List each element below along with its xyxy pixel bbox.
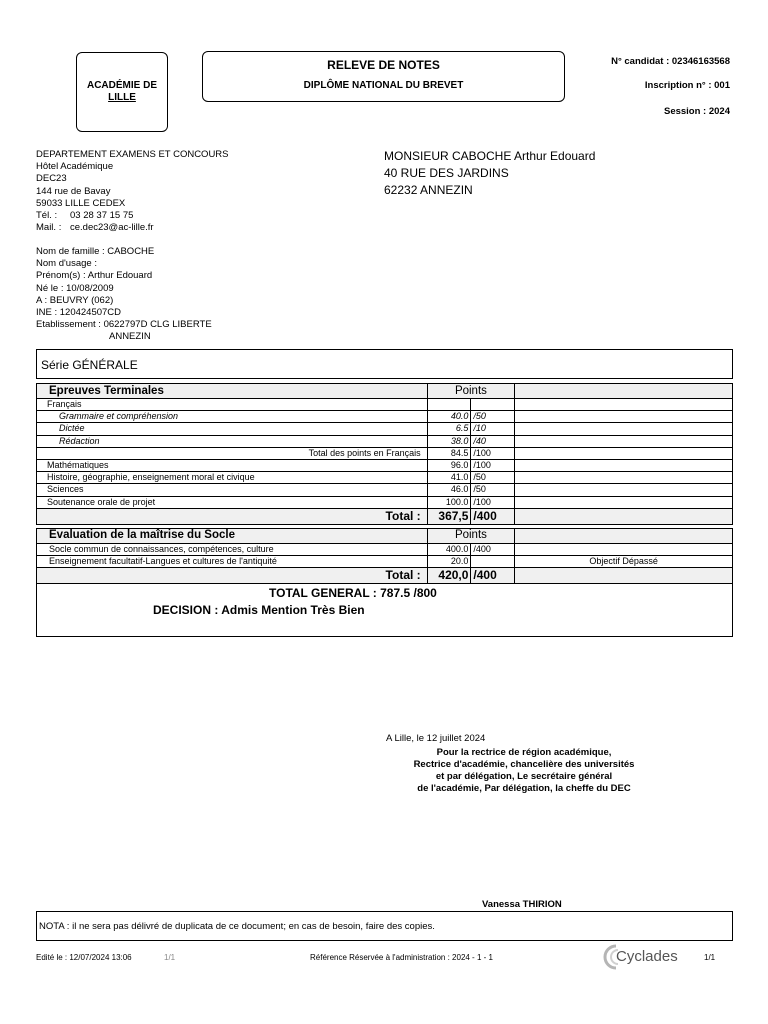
francais-total-points: 84.5 <box>427 447 471 459</box>
sender-tel <box>36 210 229 222</box>
row-max: /100 <box>471 459 515 471</box>
empty-cell <box>515 423 733 435</box>
sender-line: DEPARTEMENT EXAMENS ET CONCOURS <box>36 149 229 160</box>
row-max: /40 <box>471 435 515 447</box>
table-row <box>37 435 733 447</box>
document-subtitle: DIPLÔME NATIONAL DU BREVET <box>303 80 464 91</box>
row-label: Rédaction <box>37 435 428 447</box>
title-box <box>202 51 565 102</box>
signature-line: Rectrice d'académie, chancelière des universités <box>413 759 635 770</box>
francais-label: Français <box>37 399 428 411</box>
table-row <box>37 472 733 484</box>
empty-cell <box>427 399 471 411</box>
tel-value: 03 28 37 15 75 <box>70 210 134 222</box>
total-max: /400 <box>471 568 515 584</box>
row-points: 400.0 <box>427 543 471 555</box>
inscription-number: Inscription n° : 001 <box>644 80 730 91</box>
document-title: RELEVE DE NOTES <box>327 58 440 72</box>
points-header: Points <box>427 384 515 399</box>
sender-line: 144 rue de Bavay <box>36 185 111 197</box>
session: Session : 2024 <box>663 106 730 117</box>
row-max: /100 <box>471 496 515 508</box>
socle-note-header <box>515 528 733 543</box>
row-label: Grammaire et compréhension <box>37 411 428 423</box>
row-points: 46.0 <box>427 484 471 496</box>
identity-line: INE : 120424507CD <box>36 307 122 319</box>
row-points: 20.0 <box>427 555 471 567</box>
table-row <box>37 459 733 471</box>
empty-cell <box>515 399 733 411</box>
empty-cell <box>515 411 733 423</box>
total-general: TOTAL GENERAL : 787.5 /800 <box>269 586 437 600</box>
total-max: /400 <box>471 508 515 524</box>
recipient-line: 40 RUE DES JARDINS <box>384 166 509 180</box>
total-label: Total : <box>37 568 428 584</box>
page-small: 1/1 <box>164 953 176 962</box>
candidate-identity <box>36 246 212 344</box>
identity-line: Né le : 10/08/2009 <box>36 282 114 294</box>
row-max: /50 <box>471 484 515 496</box>
identity-line: Nom d'usage : <box>36 258 97 270</box>
row-points: 100.0 <box>427 496 471 508</box>
edited-date: Edité le : 12/07/2024 13:06 <box>36 953 132 962</box>
mail-value: ce.dec23@ac-lille.fr <box>70 222 154 234</box>
note-header <box>515 384 733 399</box>
serie-label: Série GÉNÉRALE <box>41 358 138 372</box>
empty-cell <box>471 399 515 411</box>
socle-total-row <box>37 568 733 584</box>
signature-block <box>396 747 652 795</box>
results-table <box>36 383 733 584</box>
sender-address <box>36 149 229 234</box>
row-max: /10 <box>471 423 515 435</box>
sender-mail <box>36 222 229 234</box>
total-points: 420,0 <box>427 568 471 584</box>
empty-cell <box>515 496 733 508</box>
table-row <box>37 484 733 496</box>
socle-header: Evaluation de la maîtrise du Socle <box>37 528 428 543</box>
row-label: Socle commun de connaissances, compétences, culture <box>37 543 428 555</box>
candidat-number: N° candidat : 02346163568 <box>611 56 730 67</box>
row-label: Soutenance orale de projet <box>37 496 428 508</box>
row-max: /50 <box>471 411 515 423</box>
empty-cell <box>515 459 733 471</box>
sender-line: 59033 LILLE CEDEX <box>36 197 126 209</box>
row-points: 38.0 <box>427 435 471 447</box>
row-max <box>471 555 515 567</box>
sender-line: DEC23 <box>36 173 67 185</box>
identity-line: Nom de famille : CABOCHE <box>36 246 155 257</box>
serie-box <box>36 349 733 379</box>
recipient-line: 62232 ANNEZIN <box>384 183 473 197</box>
nota-text: NOTA : il ne sera pas délivré de duplicata de ce document; en cas de besoin, faire des copies. <box>39 921 435 932</box>
result-box <box>36 583 733 637</box>
sender-line: Hôtel Académique <box>36 161 114 173</box>
row-label: Enseignement facultatif-Langues et cultures de l'antiquité <box>37 555 428 567</box>
table-row <box>37 555 733 567</box>
academie-logo-box <box>76 52 168 132</box>
empty-cell <box>515 508 733 524</box>
empty-cell <box>515 472 733 484</box>
row-label: Sciences <box>37 484 428 496</box>
socle-header-row <box>37 528 733 543</box>
row-max: /50 <box>471 472 515 484</box>
francais-total-label: Total des points en Français <box>37 447 428 459</box>
identity-line: Etablissement : 0622797D CLG LIBERTE <box>36 319 212 331</box>
page-number: 1/1 <box>704 953 716 962</box>
row-label: Mathématiques <box>37 459 428 471</box>
mail-label: Mail. : <box>36 222 62 234</box>
decision: DECISION : Admis Mention Très Bien <box>153 603 365 617</box>
etablissement-city: ANNEZIN <box>109 331 151 343</box>
row-points: 40.0 <box>427 411 471 423</box>
identity-line: Prénom(s) : Arthur Edouard <box>36 270 153 282</box>
table-header-row <box>37 384 733 399</box>
table-row <box>37 543 733 555</box>
reference: Référence Réservée à l'administration : 2024 - 1 - 1 <box>310 953 493 962</box>
table-row <box>37 399 733 411</box>
total-points: 367,5 <box>427 508 471 524</box>
row-label: Histoire, géographie, enseignement moral et civique <box>37 472 428 484</box>
row-max: /400 <box>471 543 515 555</box>
row-label: Dictée <box>37 423 428 435</box>
empty-cell <box>515 568 733 584</box>
francais-total-max: /100 <box>471 447 515 459</box>
signature-line: Pour la rectrice de région académique, <box>436 747 612 758</box>
academie-line1: ACADÉMIE DE <box>86 80 157 91</box>
cyclades-logo <box>602 942 694 972</box>
row-points: 41.0 <box>427 472 471 484</box>
empty-cell <box>515 435 733 447</box>
tel-label: Tél. : <box>36 210 58 222</box>
signatory-name: Vanessa THIRION <box>482 899 562 910</box>
row-points: 6.5 <box>427 423 471 435</box>
epreuves-header: Epreuves Terminales <box>37 384 428 399</box>
socle-points-header: Points <box>427 528 515 543</box>
recipient-line: MONSIEUR CABOCHE Arthur Edouard <box>384 149 596 163</box>
row-note: Objectif Dépassé <box>515 555 733 567</box>
signature-line: de l'académie, Par délégation, la cheffe du DEC <box>417 783 631 794</box>
table-row <box>37 496 733 508</box>
table-row <box>37 411 733 423</box>
row-note <box>515 543 733 555</box>
academie-line2: LILLE <box>108 92 136 103</box>
table-row <box>37 447 733 459</box>
row-points: 96.0 <box>427 459 471 471</box>
epreuves-total-row <box>37 508 733 524</box>
recipient-address <box>384 148 595 199</box>
logo-text: Cyclades <box>616 948 678 965</box>
table-row <box>37 423 733 435</box>
nota-box <box>36 911 733 941</box>
signature-line: et par délégation, Le secrétaire général <box>435 771 613 782</box>
place-date: A Lille, le 12 juillet 2024 <box>386 733 486 744</box>
empty-cell <box>515 447 733 459</box>
empty-cell <box>515 484 733 496</box>
total-label: Total : <box>37 508 428 524</box>
identity-line: A : BEUVRY (062) <box>36 294 114 306</box>
